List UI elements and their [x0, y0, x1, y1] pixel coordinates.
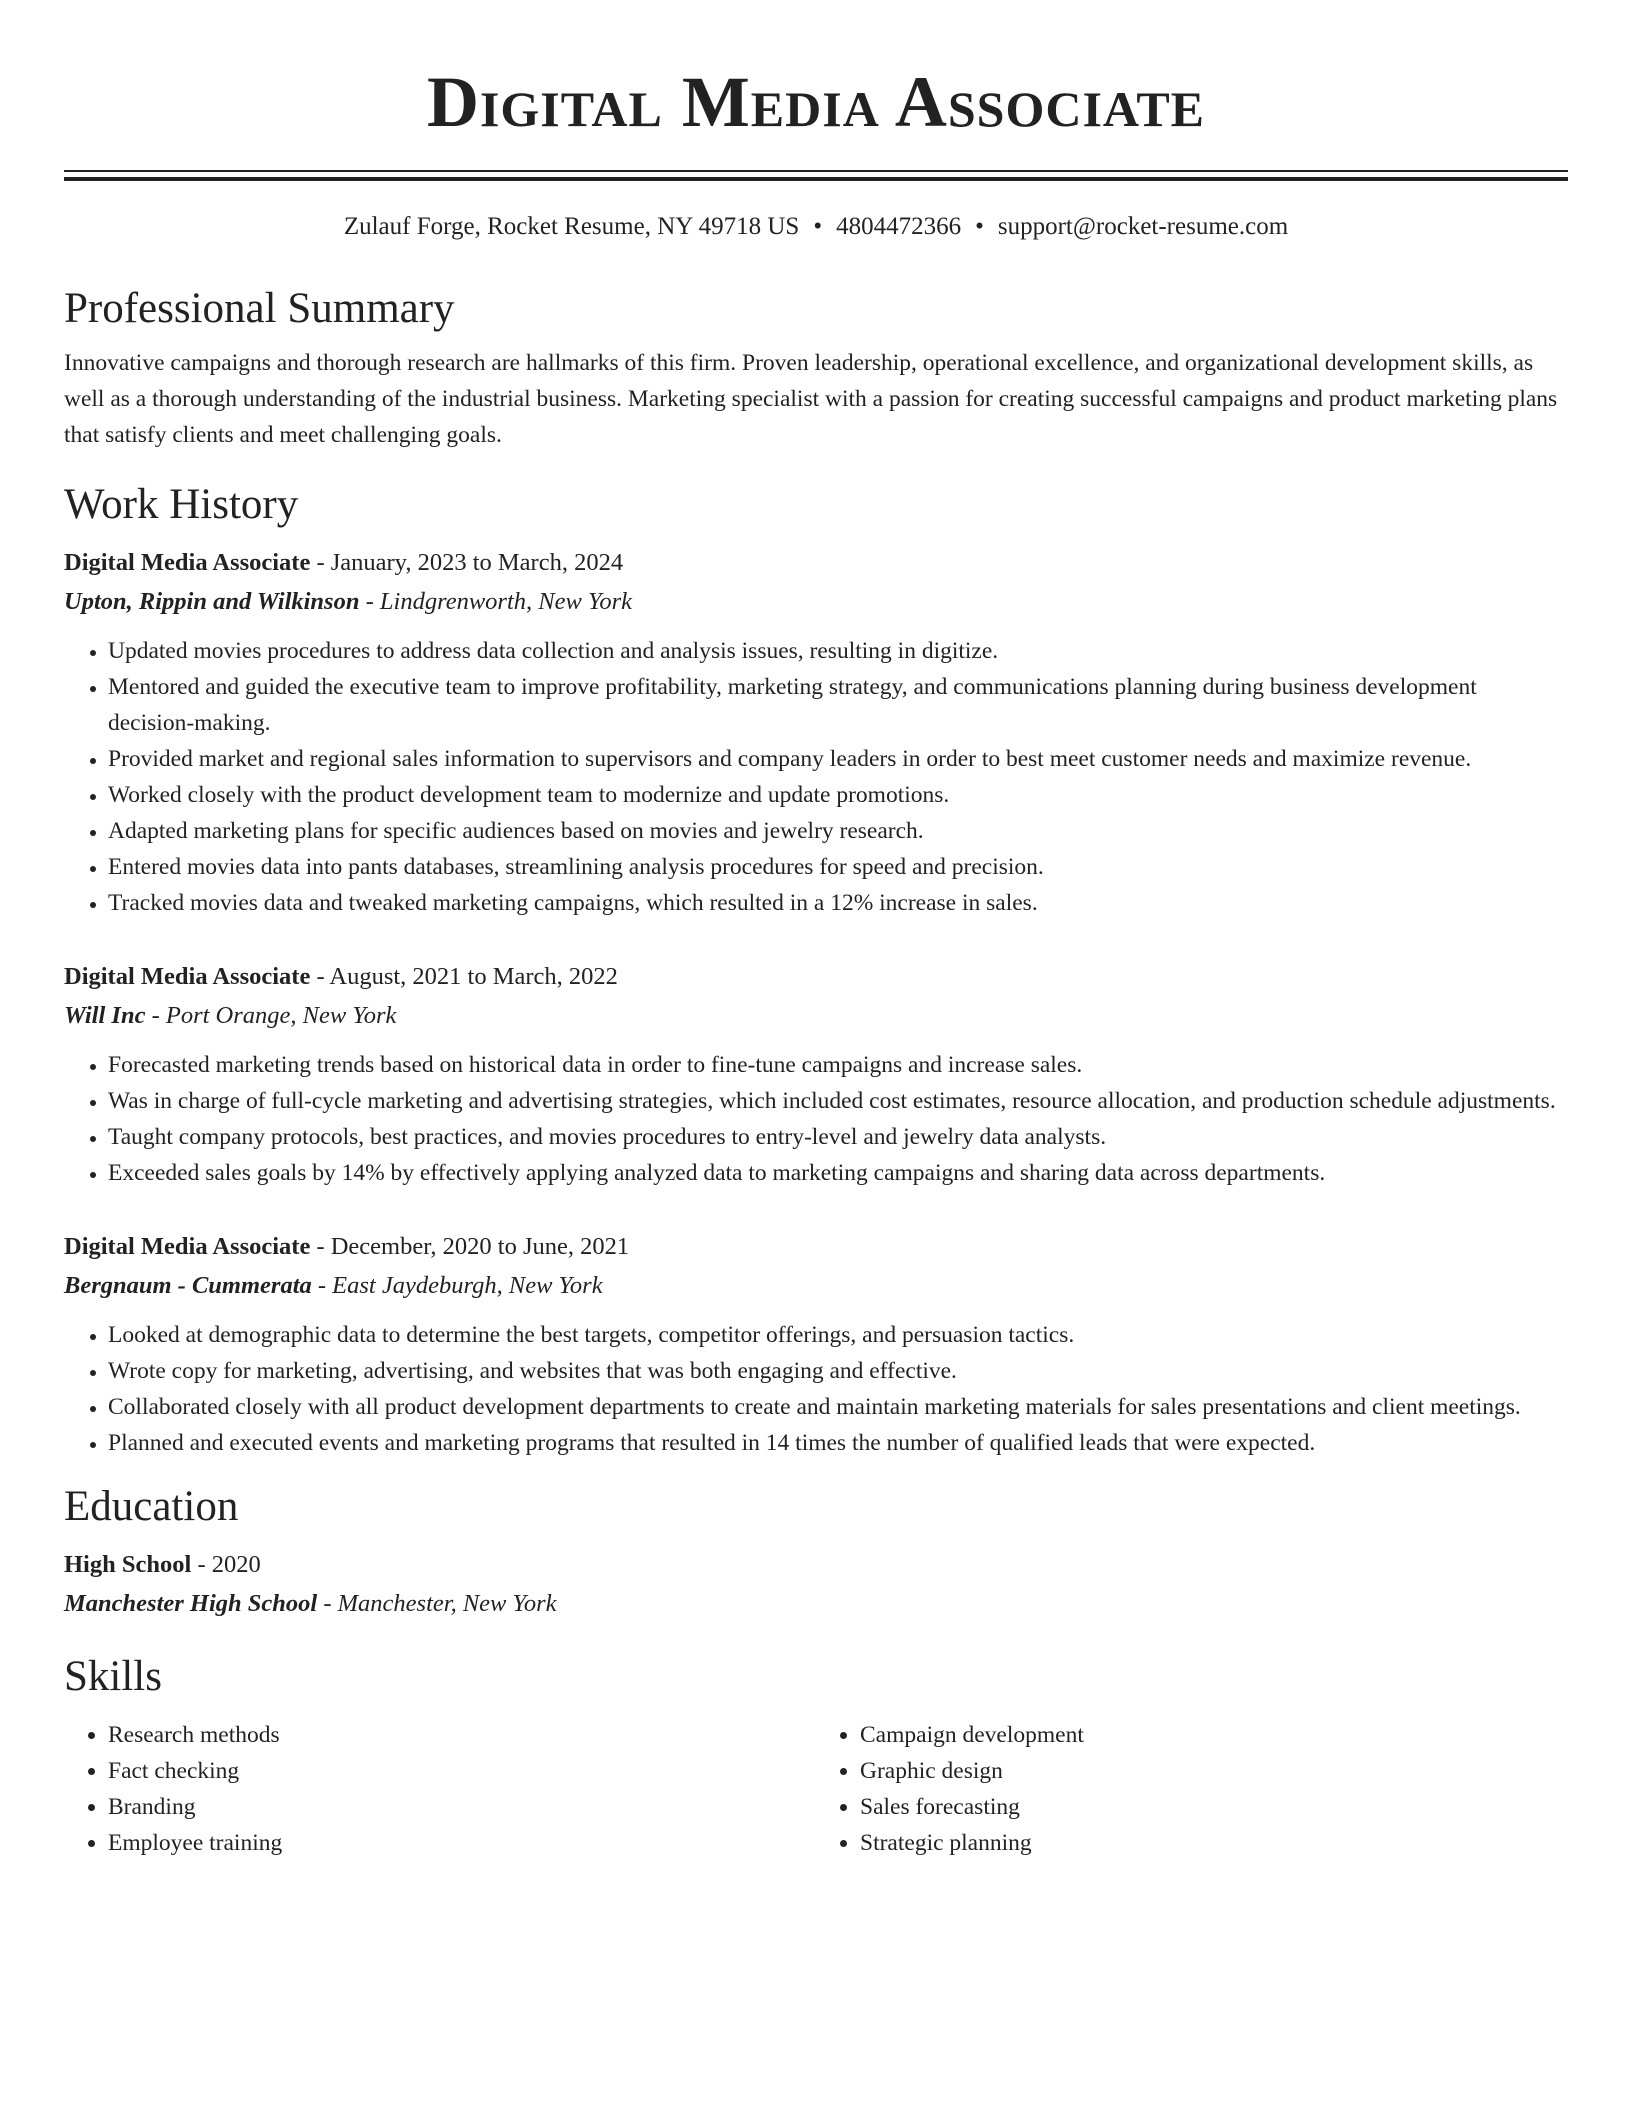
header-rule-thick: [64, 177, 1568, 181]
education-location: - Manchester, New York: [317, 1590, 557, 1617]
education-heading: Education: [64, 1483, 239, 1530]
job-bullet: • Was in charge of full-cycle marketing and advertising strategies, which included cost estimates, resource allocation, and production schedule adjustments.: [108, 1083, 1568, 1119]
job-dates: - August, 2021 to March, 2022: [310, 963, 618, 990]
job-title-line: [64, 545, 1568, 581]
job-entry: [64, 959, 1568, 1191]
job-bullet: • Taught company protocols, best practices, and movies procedures to entry-level and jewelry data analysts.: [108, 1119, 1568, 1155]
job-entry: [64, 545, 1568, 921]
job-bullet: • Tracked movies data and tweaked marketing campaigns, which resulted in a 12% increase in sales.: [108, 885, 1568, 921]
contact-separator: •: [975, 213, 984, 240]
job-bullet: • Entered movies data into pants databases, streamlining analysis procedures for speed and precision.: [108, 849, 1568, 885]
skills-heading: Skills: [64, 1653, 162, 1700]
job-company: Bergnaum - Cummerata: [64, 1272, 312, 1299]
resume-name: Digital Media Associate: [426, 62, 1206, 142]
work-history-heading: Work History: [64, 481, 299, 528]
job-dates: - January, 2023 to March, 2024: [310, 549, 624, 576]
skill-item: • Sales forecasting: [860, 1789, 1568, 1825]
job-company-line: [64, 1267, 1568, 1305]
contact-address: Zulauf Forge, Rocket Resume, NY 49718 US: [343, 213, 800, 240]
job-company: Upton, Rippin and Wilkinson: [64, 588, 360, 615]
job-bullet: • Adapted marketing plans for specific audiences based on movies and jewelry research.: [108, 813, 1568, 849]
education-school-line: [64, 1585, 1568, 1623]
job-bullet: • Looked at demographic data to determine the best targets, competitor offerings, and persuasion tactics.: [108, 1317, 1568, 1353]
job-entry: [64, 1229, 1568, 1461]
job-location: - Port Orange, New York: [145, 1002, 397, 1029]
skill-item: • Branding: [108, 1789, 816, 1825]
education-year: - 2020: [191, 1551, 261, 1578]
skill-item: • Strategic planning: [860, 1825, 1568, 1861]
skill-item: • Research methods: [108, 1717, 816, 1753]
job-title-line: [64, 959, 1568, 995]
skill-item: • Employee training: [108, 1825, 816, 1861]
job-company-line: [64, 997, 1568, 1035]
job-role: Digital Media Associate: [64, 1233, 311, 1260]
job-bullet: • Mentored and guided the executive team to improve profitability, marketing strategy, and communications planning during business development decision-making.: [108, 669, 1568, 741]
job-bullets: [64, 1047, 1568, 1191]
skills-column-right: [816, 1717, 1568, 1861]
job-bullets: [64, 1317, 1568, 1461]
job-location: - Lindgrenworth, New York: [359, 588, 632, 615]
job-bullet: • Exceeded sales goals by 14% by effectively applying analyzed data to marketing campaigns and sharing data across departments.: [108, 1155, 1568, 1191]
contact-separator: •: [813, 213, 823, 240]
job-role: Digital Media Associate: [64, 963, 311, 990]
job-title-line: [64, 1229, 1568, 1265]
job-bullet: • Collaborated closely with all product development departments to create and maintain marketing materials for sales presentations and client meetings.: [108, 1389, 1568, 1425]
job-bullet: • Worked closely with the product development team to modernize and update promotions.: [108, 777, 1568, 813]
header-rule-thin: [64, 170, 1568, 172]
skill-item: • Graphic design: [860, 1753, 1568, 1789]
job-bullet: • Forecasted marketing trends based on historical data in order to fine-tune campaigns and increase sales.: [108, 1047, 1568, 1083]
education-degree: High School: [64, 1551, 192, 1578]
contact-email: support@rocket-resume.com: [997, 213, 1289, 240]
job-bullet: • Planned and executed events and marketing programs that resulted in 14 times the number of qualified leads that were expected.: [108, 1425, 1568, 1461]
job-company: Will Inc: [64, 1002, 146, 1029]
job-bullet: • Provided market and regional sales information to supervisors and company leaders in order to best meet customer needs and maximize revenue.: [108, 741, 1568, 777]
contact-phone: 4804472366: [836, 213, 962, 240]
job-dates: - December, 2020 to June, 2021: [310, 1233, 630, 1260]
job-bullets: [64, 633, 1568, 921]
summary-text: Innovative campaigns and thorough research are hallmarks of this firm. Proven leadership, operational excellence, and organizational development skills, as well as a thorough understanding of the industrial business. Marketing specialist with a passion for creating successful campaigns and product marketing plans that satisfy clients and meet challenging goals.: [64, 350, 1558, 448]
education-entry: [64, 1547, 1568, 1623]
skill-item: • Fact checking: [108, 1753, 816, 1789]
education-degree-line: [64, 1547, 1568, 1583]
contact-line: [64, 211, 1568, 243]
skill-item: • Campaign development: [860, 1717, 1568, 1753]
job-bullet: • Updated movies procedures to address data collection and analysis issues, resulting in digitize.: [108, 633, 1568, 669]
job-bullet: • Wrote copy for marketing, advertising, and websites that was both engaging and effective.: [108, 1353, 1568, 1389]
job-role: Digital Media Associate: [64, 549, 311, 576]
education-school: Manchester High School: [64, 1590, 318, 1617]
summary-heading: Professional Summary: [64, 285, 455, 332]
job-location: - East Jaydeburgh, New York: [311, 1272, 603, 1299]
skills-list: [64, 1717, 1568, 1861]
skills-column-left: [64, 1717, 816, 1861]
job-company-line: [64, 583, 1568, 621]
